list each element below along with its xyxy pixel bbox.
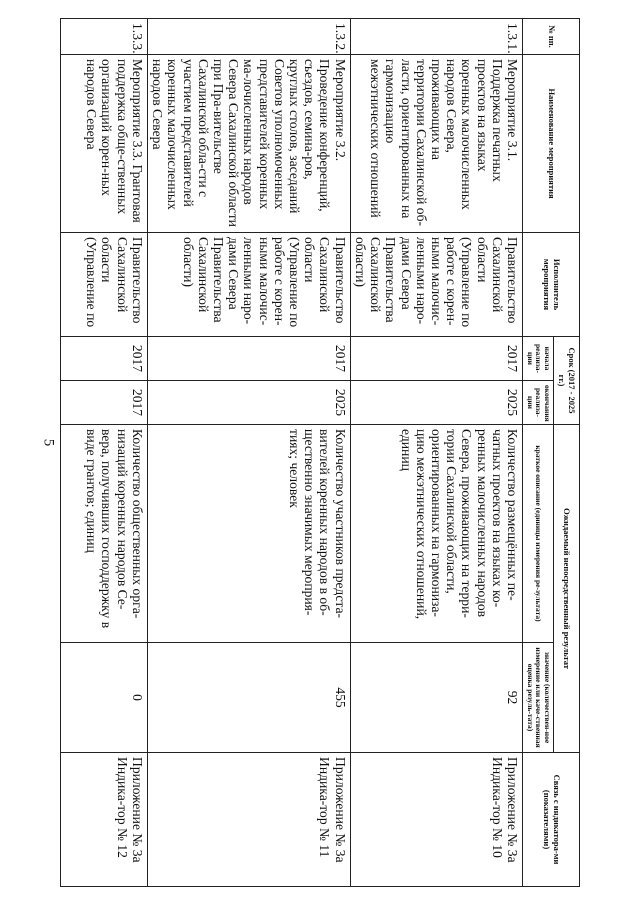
row-end: 2025 <box>350 381 522 425</box>
header-result: Ожидаемый непосредственный результат <box>554 425 580 753</box>
rotated-table-wrapper <box>84 18 580 886</box>
table-row <box>60 19 147 887</box>
row-start: 2017 <box>60 337 147 381</box>
row-result-desc: Количество общественных орга-низаций коренных народов Се-вера, получивших господдержку в виде грантов; единиц <box>60 425 147 643</box>
header-term-end: окончания реализа-ции <box>523 381 554 425</box>
row-result-desc: Количество участников предста-вителей коренных народов в об-щественно значимых мероприя-тиях; человек <box>147 425 350 643</box>
row-start: 2017 <box>350 337 522 381</box>
row-num: 1.3.3. <box>60 19 147 55</box>
row-num: 1.3.2. <box>147 19 350 55</box>
row-name: Мероприятие 3.1. Поддержка печатных проектов на языках коренных малочисленных народов Севера, проживающих на территории Сахалинской об-ласти, ориентированных на гармонизацию межэтнических отношений <box>350 55 522 233</box>
row-executor: Правительство Сахалинской области (Управление по работе с корен-ными малочис-ленными наро-дами Севера Правительства Сахалинской области) <box>147 233 350 337</box>
row-start: 2017 <box>147 337 350 381</box>
row-result-value: 455 <box>147 643 350 753</box>
header-term: Срок (2017 - 2025 гг.) <box>554 337 580 425</box>
header-link: Связь с индикатора-ми (показателями) <box>523 753 580 887</box>
row-executor: Правительство Сахалинской области (Управление по работе с корен-ными малочис-ленными наро-дами Севера Правительства Сахалинской области) <box>350 233 522 337</box>
table-row <box>350 19 522 887</box>
row-result-desc: Количество размещённых пе-чатных проектов на языках ко-ренных малочисленных народов Севера, проживающих на терри-тории Сахалинской области, ориентированных на гармониза-цию межэтнических отношений, единиц <box>350 425 522 643</box>
header-term-start: начала реализа-ции <box>523 337 554 381</box>
row-result-value: 92 <box>350 643 522 753</box>
header-num: № пп. <box>523 19 580 55</box>
header-executor: Исполнитель мероприятия <box>523 233 580 337</box>
row-name: Мероприятие 3.2. Проведение конференций, съездов, семина-ров, круглых столов, заседаний Советов уполномоченных представителей коренных ма-лочисленных народов Севера Сахалинской области при Пра-вительстве Сахалинской обла-сти с участием представителей коренных малочисленных народов Севера <box>147 55 350 233</box>
row-link: Приложение № 3а Индика-тор № 11 <box>147 753 350 887</box>
measures-table <box>60 18 580 887</box>
page-number: 5 <box>40 438 57 447</box>
header-row-1 <box>554 19 580 887</box>
row-link: Приложение № 3а Индика-тор № 12 <box>60 753 147 887</box>
row-end: 2025 <box>147 381 350 425</box>
header-name: Наименование мероприятия <box>523 55 580 233</box>
header-result-desc: краткое описание (единицы измерения ре-зультата) <box>523 425 554 643</box>
row-num: 1.3.1. <box>350 19 522 55</box>
row-end: 2017 <box>60 381 147 425</box>
row-link: Приложение № 3а Индика-тор № 10 <box>350 753 522 887</box>
row-name: Мероприятие 3.3. Грантовая поддержка обще-ственных организаций корен-ных народов Севера <box>60 55 147 233</box>
table-row <box>147 19 350 887</box>
row-executor: Правительство Сахалинской области (Управление по <box>60 233 147 337</box>
row-result-value: 0 <box>60 643 147 753</box>
header-result-value: значение (количествен-ное измерение или каче-ственная оценка резуль-тата) <box>523 643 554 753</box>
